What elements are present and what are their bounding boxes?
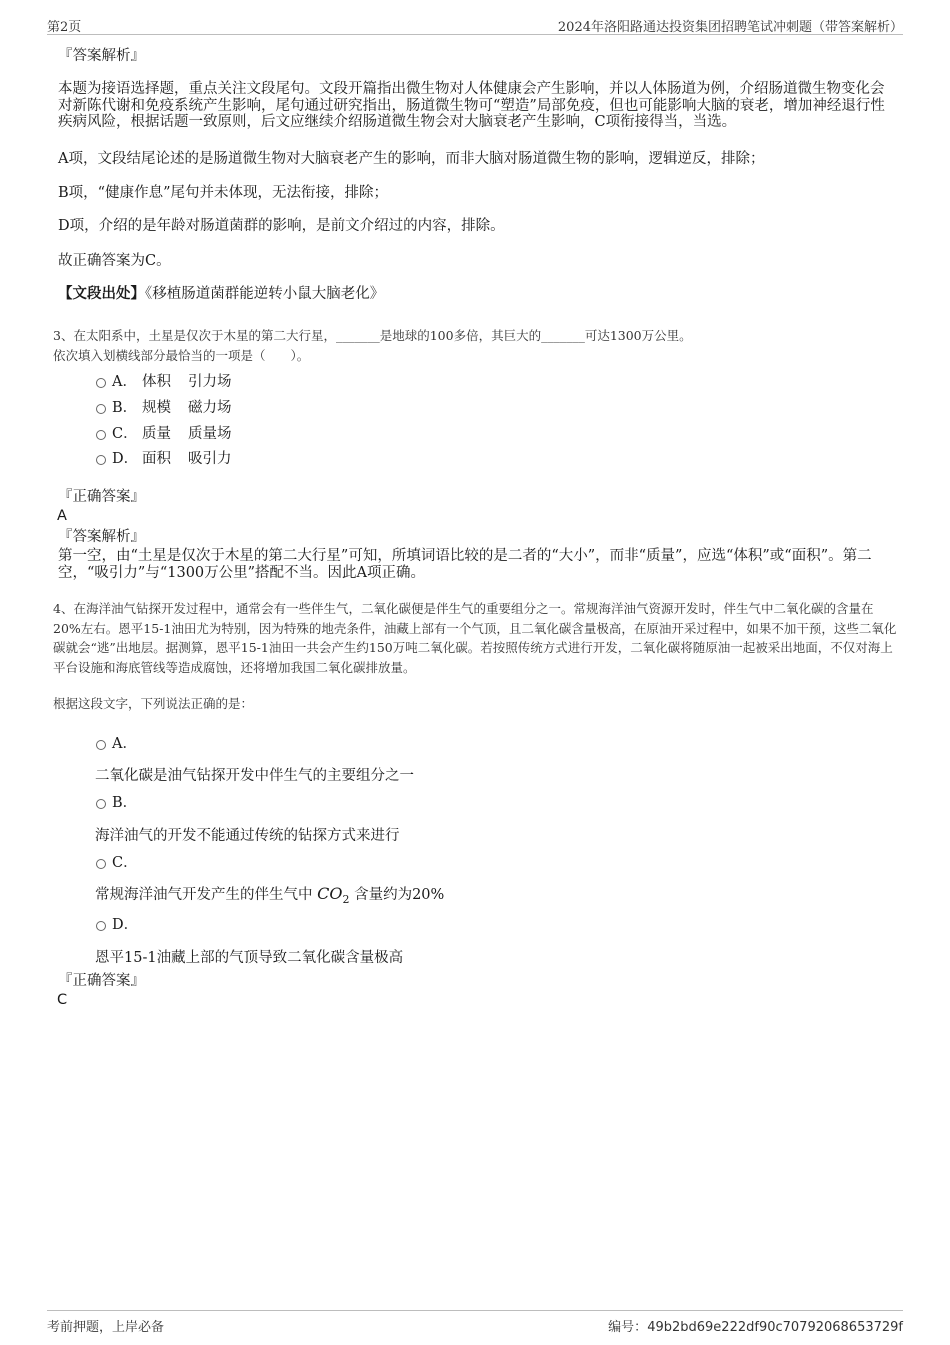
document-title: 2024年洛阳路通达投资集团招聘笔试冲刺题（带答案解析） [557,20,903,35]
q3-answer: A [57,508,67,524]
footer-slogan: 考前押题，上岸必备 [47,1320,165,1335]
analysis-item-d: D项，介绍的是年龄对肠道菌群的影响，是前文介绍过的内容，排除。 [58,218,505,234]
radio-icon[interactable] [96,799,106,809]
footer-code: 编号：49b2bd69e222df90c70792068653729f [608,1320,903,1335]
q4-option-d[interactable]: D． [96,913,142,934]
radio-icon[interactable] [96,921,106,931]
q4-option-b[interactable]: B． [96,791,142,812]
co2-formula: $CO_2$ [317,884,350,907]
source-text: 《移植肠道菌群能逆转小鼠大脑老化》 [145,286,385,302]
q4-option-c-text: 常规海洋油气开发产生的伴生气中 $CO_2$ 含量约为20% [95,884,445,907]
footer-code-value: 49b2bd69e222df90c70792068653729f [647,1320,903,1335]
radio-icon[interactable] [96,378,106,388]
radio-icon[interactable] [96,455,106,465]
source-label: 【文段出处】 [58,286,145,302]
q3-option-a[interactable]: A． 体积 引力场 [96,370,232,391]
q3-option-c[interactable]: C． 质量 质量场 [96,422,232,443]
radio-icon[interactable] [96,404,106,414]
q4-prompt: 根据这段文字，下列说法正确的是： [53,696,254,711]
page-header [47,14,903,35]
analysis-conclusion: 故正确答案为C。 [58,253,171,269]
radio-icon[interactable] [96,740,106,750]
radio-icon[interactable] [96,859,106,869]
page-number: 第2页 [47,20,82,35]
analysis-label: 『答案解析』 [58,48,145,64]
radio-icon[interactable] [96,430,106,440]
q4-option-c[interactable]: C． [96,851,142,872]
source-line [58,286,888,303]
q3-analysis-label: 『答案解析』 [58,529,145,545]
q3-analysis-text: 第一空，由“土星是仅次于木星的第二大行星”可知，所填词语比较的是二者的“大小”，而非“质量”，应选“体积”或“面积”。第二空，“吸引力”与“1300万公里”搭配不当。因此A项正确。 [58,548,872,581]
q3-option-d[interactable]: D． 面积 吸引力 [96,447,232,468]
q4-option-b-text: 海洋油气的开发不能通过传统的钻探方式来进行 [95,828,400,844]
q3-option-b[interactable]: B． 规模 磁力场 [96,396,232,417]
q3-stem-line1: 3、在太阳系中，土星是仅次于木星的第二大行星，_______是地球的100多倍，其巨大的_______可达1300万公里。 [53,328,692,343]
q4-stem: 4、在海洋油气钻探开发过程中，通常会有一些伴生气，二氧化碳便是伴生气的重要组分之一。常规海洋油气资源开发时，伴生气中二氧化碳的含量在20%左右。恩平15-1油田尤为特别，因为特殊的地壳条件，油藏上部有一个气顶，且二氧化碳含量极高，在原油开采过程中，如果不加干预，这些二氧化碳就会“逃”出地层。据测算，恩平15-1油田一共会产生约150万吨二氧化碳。若按照传统方式进行开发，二氧化碳将随原油一起被采出地面，不仅对海上平台设施和海底管线等造成腐蚀，还将增加我国二氧化碳排放量。 [53,601,897,675]
analysis-text: 本题为接语选择题，重点关注文段尾句。文段开篇指出微生物对人体健康会产生影响，并以人体肠道为例，介绍肠道微生物变化会对新陈代谢和免疫系统产生影响，尾句通过研究指出，肠道微生物可“塑造”局部免疫，但也可能影响大脑的衰老，增加神经退行性疾病风险，根据话题一致原则，后文应继续介绍肠道微生物会对大脑衰老产生影响，C项衔接得当，当选。 [58,81,885,130]
q3-answer-label: 『正确答案』 [58,489,145,505]
analysis-item-b: B项，“健康作息”尾句并未体现，无法衔接，排除； [58,185,388,201]
q4-answer: C [57,992,68,1008]
q4-option-a-text: 二氧化碳是油气钻探开发中伴生气的主要组分之一 [95,768,414,784]
analysis-item-a: A项，文段结尾论述的是肠道微生物对大脑衰老产生的影响，而非大脑对肠道微生物的影响，逻辑逆反，排除； [58,151,765,167]
q4-option-a[interactable]: A． [96,732,142,753]
q4-answer-label: 『正确答案』 [58,973,145,989]
page-footer [47,1310,903,1335]
q4-option-d-text: 恩平15-1油藏上部的气顶导致二氧化碳含量极高 [95,950,404,966]
q3-stem-line2: 依次填入划横线部分最恰当的一项是（ ）。 [53,348,310,363]
